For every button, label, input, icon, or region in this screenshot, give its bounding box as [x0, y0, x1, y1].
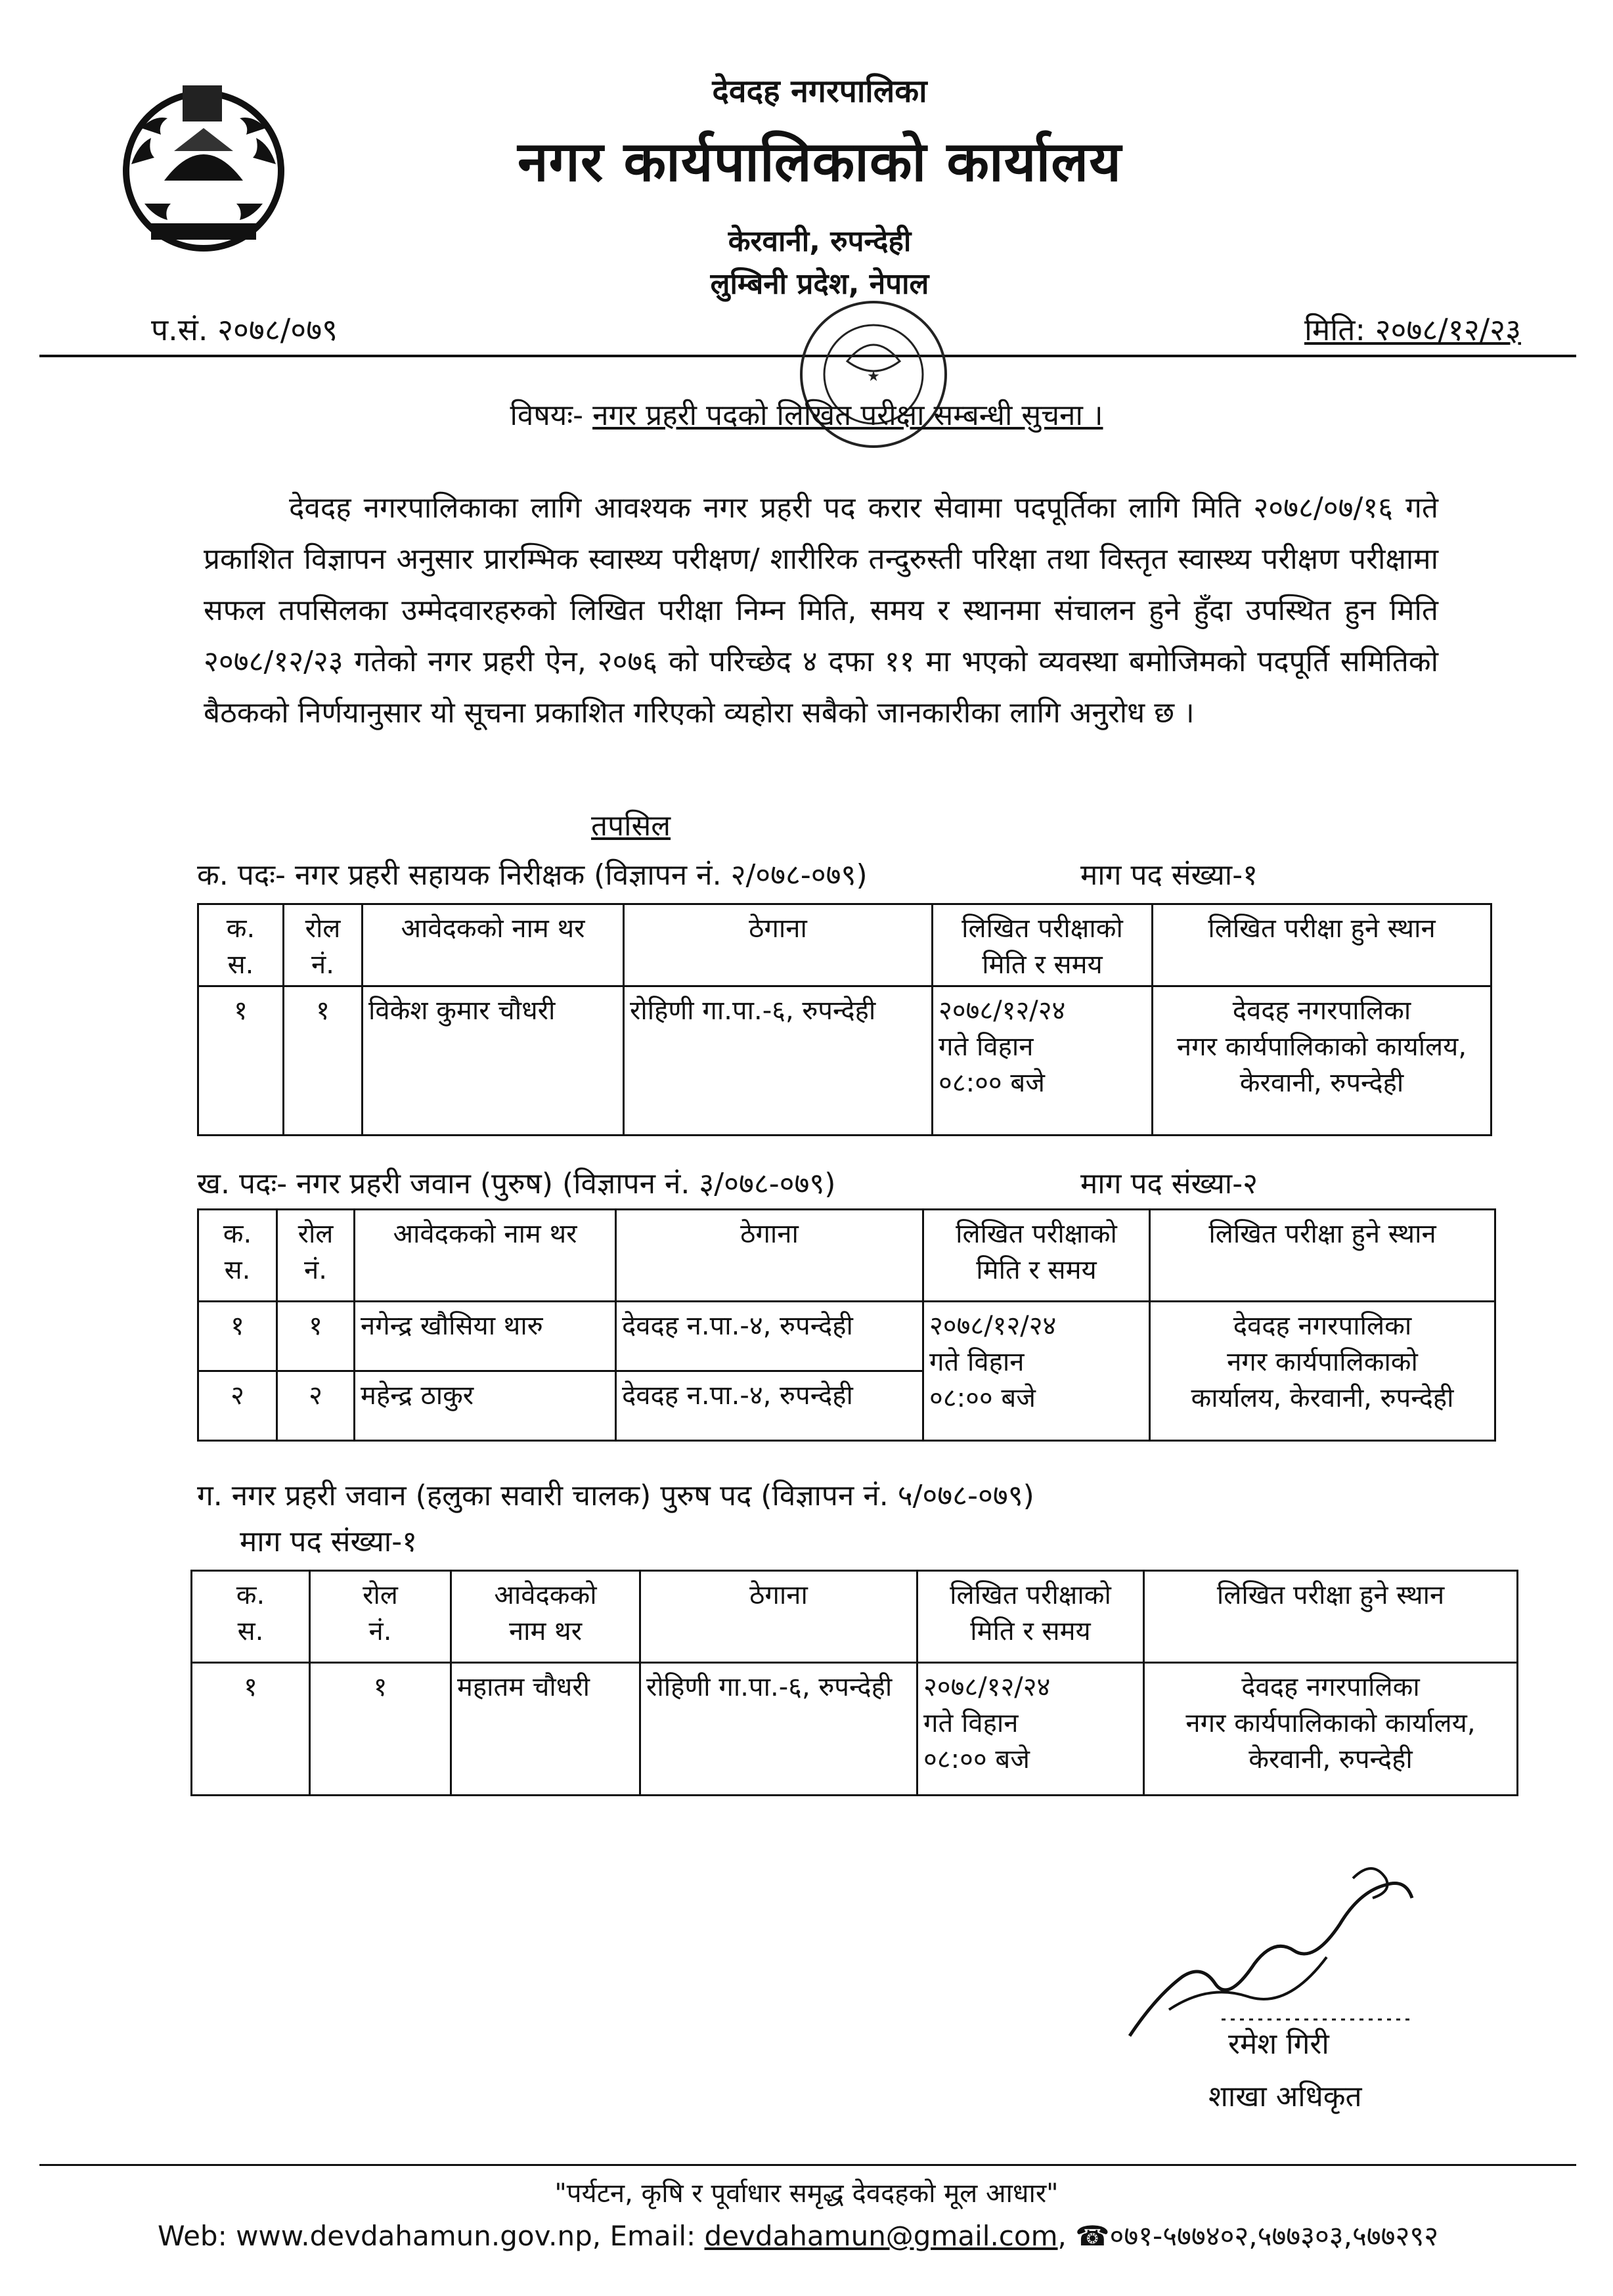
- municipality-name: देवदह नगरपालिका: [712, 73, 927, 110]
- section-b-table: [197, 1208, 1496, 1442]
- letter-date: मिति: २०७८/१२/२३: [1304, 312, 1521, 347]
- table-header-row: क. स. रोल नं. आवेदकको नाम थर ठेगाना लिखित परीक्षाको मिति र समय लिखित परीक्षा हुने स्थान: [198, 1210, 1495, 1302]
- table-header-row: क. स. रोल नं. आवेदकको नाम थर ठेगाना लिखित परीक्षाको मिति र समय लिखित परीक्षा हुने स्थान: [198, 904, 1491, 986]
- handwritten-signature: [1116, 1852, 1458, 2049]
- section-b-demand: माग पद संख्या-२: [1080, 1167, 1258, 1201]
- office-stamp: [775, 282, 959, 473]
- reference-number: प.सं. २०७८/०७९: [151, 312, 338, 347]
- table-row: १ १ महातम चौधरी रोहिणी गा.पा.-६, रुपन्देही २०७८/१२/२४ गते विहान ०८:०० बजे देवदह नगरपालिका नगर कार्यपालिकाको कार्यालय, केरवानी, रुपन्देही: [192, 1663, 1518, 1796]
- subject-prefix: विषयः-: [510, 399, 584, 432]
- footer-web: Web: www.devdahamun.gov.np, Email:: [158, 2220, 705, 2252]
- table-row: १ १ नगेन्द्र खौसिया थारु देवदह न.पा.-४, रुपन्देही २०७८/१२/२४ गते विहान ०८:०० बजे देवदह नगरपालिका नगर कार्यपालिकाको कार्यालय, केरवानी, रुपन्देही: [198, 1302, 1495, 1371]
- office-name: नगर कार्यपालिकाको कार्यालय: [518, 129, 1122, 194]
- svg-text:★: ★: [867, 368, 880, 385]
- section-b-heading: ख. पदः- नगर प्रहरी जवान (पुरुष) (विज्ञापन नं. ३/०७८-०७९): [197, 1167, 836, 1201]
- body-paragraph: देवदह नगरपालिकाका लागि आवश्यक नगर प्रहरी पद करार सेवामा पदपूर्तिका लागि मिति २०७८/०७/१६ गते प्रकाशित विज्ञापन अनुसार प्रारम्भिक स्वास्थ्य परीक्षण/ शारीरिक तन्दुरुस्ती परिक्षा तथा विस्तृत स्वास्थ्य परीक्षण परीक्षामा सफल तपसिलका उम्मेदवारहरुको लिखित परीक्षा निम्न मिति, समय र स्थानमा संचालन हुने हुँदा उपस्थित हुन मिति २०७८/१२/२३ गतेको नगर प्रहरी ऐन, २०७६ को परिच्छेद ४ दफा ११ मा भएको व्यवस्था बमोजिमको पदपूर्ति समितिको बैठकको निर्णयानुसार यो सूचना प्रकाशित गरिएको व्यहोरा सबैको जानकारीका लागि अनुरोध छ ।: [204, 491, 1438, 730]
- section-c-table: [190, 1570, 1518, 1796]
- tapsil-label: तपसिल: [591, 809, 671, 843]
- signatory-title: शाखा अधिकृत: [1208, 2080, 1362, 2113]
- section-c-heading: ग. नगर प्रहरी जवान (हलुका सवारी चालक) पुरुष पद (विज्ञापन नं. ५/०७८-०७९): [197, 1479, 1034, 1512]
- table-row: १ १ विकेश कुमार चौधरी रोहिणी गा.पा.-६, रुपन्देही २०७८/१२/२४ गते विहान ०८:०० बजे देवदह नगरपालिका नगर कार्यपालिकाको कार्यालय, केरवानी, रुपन्देही: [198, 986, 1491, 1136]
- signatory-name: रमेश गिरी: [1228, 2027, 1329, 2061]
- office-location: केरवानी, रुपन्देही: [728, 225, 912, 258]
- section-c-demand: माग पद संख्या-१: [240, 1525, 417, 1558]
- footer-contact: [158, 2217, 1438, 2254]
- subject-text: नगर प्रहरी पदको लिखित परीक्षा सम्बन्धी सुचना ।: [592, 399, 1103, 432]
- section-a-table: [197, 903, 1492, 1136]
- footer-email-link[interactable]: devdahamun@gmail.com: [704, 2220, 1058, 2252]
- section-a-demand: माग पद संख्या-१: [1080, 858, 1258, 892]
- table-header-row: क. स. रोल नं. आवेदकको नाम थर ठेगाना लिखित परीक्षाको मिति र समय लिखित परीक्षा हुने स्थान: [192, 1571, 1518, 1663]
- office-province: लुम्बिनी प्रदेश, नेपाल: [710, 267, 929, 301]
- subject-line: [0, 394, 1613, 433]
- footer-phone: , ☎०७१-५७७४०२,५७७३०३,५७७२९२: [1057, 2220, 1439, 2252]
- footer-divider: [39, 2164, 1576, 2166]
- table-row: २ २ महेन्द्र ठाकुर देवदह न.पा.-४, रुपन्देही: [198, 1371, 1495, 1441]
- section-a-heading: क. पदः- नगर प्रहरी सहायक निरीक्षक (विज्ञापन नं. २/०७८-०७९): [197, 858, 868, 892]
- footer-motto: "पर्यटन, कृषि र पूर्वाधार समृद्ध देवदहको मूल आधार": [554, 2178, 1059, 2209]
